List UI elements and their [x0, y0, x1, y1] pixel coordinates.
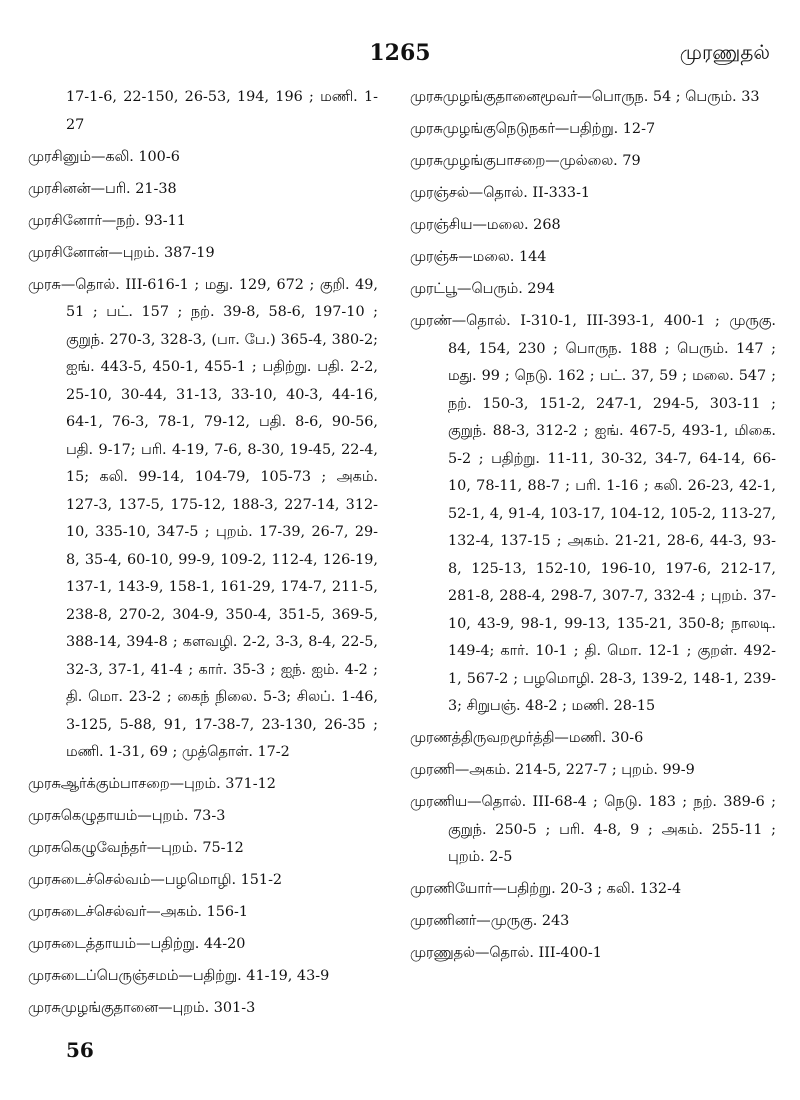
entry-dash: — [577, 89, 592, 105]
entry-headword: முரசுகெழுவேந்தர் [28, 840, 147, 856]
right-column [410, 84, 776, 972]
entry-headword: முரணுதல் [410, 945, 475, 961]
index-entry [28, 931, 378, 959]
index-entry [28, 835, 378, 863]
entry-dash: — [90, 148, 106, 165]
index-entry [28, 899, 378, 927]
entry-dash: — [474, 945, 490, 961]
index-entry [28, 995, 378, 1023]
entry-dash: — [169, 776, 185, 792]
entry-headword: முரசுமுழங்குதானைமூவர் [410, 89, 578, 105]
index-entry [410, 212, 776, 240]
entry-headword: முரணிய [410, 794, 468, 810]
entry-headword: முரசுடைச்செல்வம் [28, 872, 151, 888]
entry-references: கலி. 100-6 [105, 148, 180, 165]
entry-headword: முரசுஆர்க்கும்பாசறை [28, 776, 170, 792]
entry-headword: முரணி [410, 762, 455, 778]
entry-dash: — [472, 217, 487, 233]
entry-references: மலை. 144 [472, 249, 547, 265]
index-entry [410, 908, 776, 936]
entry-headword: முரசுமுழங்குபாசறை [410, 153, 546, 169]
entry-references: மலை. 268 [486, 217, 561, 233]
index-entry [28, 240, 378, 268]
index-entry [410, 180, 776, 208]
entry-headword: முரண் [410, 313, 452, 329]
entry-dash: — [146, 840, 162, 856]
index-entry [28, 272, 378, 767]
entry-references: தொல். III-400-1 [489, 945, 602, 961]
entry-dash: — [467, 794, 482, 810]
entry-references: பதிற்று. 20-3 ; கலி. 132-4 [506, 881, 682, 897]
index-entry [410, 84, 776, 112]
entry-headword: முரசுடைச்செல்வர் [28, 904, 147, 920]
entry-headword: முரசினும் [28, 148, 91, 165]
entry-headword: முரசு [28, 276, 61, 293]
entry-dash: — [468, 185, 484, 201]
entry-references: பழமொழி. 151-2 [164, 872, 283, 888]
entry-dash: — [136, 936, 151, 952]
entry-references: புறம். 73-3 [151, 808, 226, 824]
entry-references: அகம். 156-1 [160, 904, 249, 920]
index-entry [410, 148, 776, 176]
entry-references: பெரும். 294 [471, 281, 555, 297]
entry-dash: — [60, 276, 76, 293]
entry-references: தொல். II-333-1 [483, 185, 591, 201]
entry-dash: — [554, 730, 569, 746]
entry-references: பதிற்று. 41-19, 43-9 [192, 968, 330, 984]
entry-references: புறம். 387-19 [122, 244, 215, 261]
entry-headword: முரசுடைப்பெருஞ்சமம் [28, 968, 179, 984]
entry-dash: — [451, 313, 467, 329]
index-entry [28, 803, 378, 831]
entry-references: புறம். 301-3 [172, 1000, 256, 1016]
entry-headword: முரசினோர் [28, 212, 102, 229]
index-entry [410, 725, 776, 753]
entry-references: முருகு. 243 [490, 913, 570, 929]
index-entry [28, 963, 378, 991]
entry-dash: — [90, 180, 105, 197]
entry-headword: முரசினன் [28, 180, 91, 197]
index-entry [410, 276, 776, 304]
entry-headword: முரசுமுழங்குதானை [28, 1000, 159, 1016]
entry-headword: முரட்பூ [410, 281, 458, 297]
index-entry [410, 757, 776, 785]
entry-references: பதிற்று. 12-7 [569, 121, 656, 137]
entry-headword: முரணினர் [410, 913, 477, 929]
entry-dash: — [108, 244, 123, 261]
entry-dash: — [101, 212, 117, 229]
index-entry [28, 176, 378, 204]
entry-dash: — [492, 881, 507, 897]
entry-headword: முரசுடைத்தாயம் [28, 936, 137, 952]
page-number: 1265 [369, 40, 431, 66]
entry-references: அகம். 214-5, 227-7 ; புறம். 99-9 [469, 762, 695, 778]
index-entry [410, 940, 776, 968]
index-entry [28, 144, 378, 172]
entry-references: பதிற்று. 44-20 [150, 936, 246, 952]
index-entry [28, 867, 378, 895]
entry-references: பொருந. 54 ; பெரும். 33 [591, 89, 760, 105]
entry-references: புறம். 75-12 [161, 840, 244, 856]
footer-page-marker: 56 [66, 1038, 94, 1062]
index-entry [410, 244, 776, 272]
entry-references: பரி. 21-38 [104, 180, 177, 197]
entry-references: 17-1-6, 22-150, 26-53, 194, 196 ; மணி. 1-27 [66, 89, 378, 133]
entry-references: முல்லை. 79 [559, 153, 641, 169]
entry-headword: முரணியோர் [410, 881, 493, 897]
entry-references: தொல். I-310-1, III-393-1, 400-1 ; முருகு. 84, 154, 230 ; பொருந. 188 ; பெரும். 147 ; மது. 99 ; நெடு. 162 ; பட். 37, 59 ; மலை. 547 ; நற். 150-3, 151-2, 247-1, 294-5, 303-11 ; குறுந். 88-3, 312-2 ; ஐங். 467-5, 493-1, மிகை. 5-2 ; பதிற்று. 11-11, 30-32, 34-7, 64-14, 66-10, 78-11, 88-7 ; பரி. 1-16 ; கலி. 26-23, 42-1, 52-1, 4, 91-4, 103-17, 104-12, 105-2, 113-27, 132-4, 137-15 ; அகம். 21-21, 28-6, 44-3, 93-8, 125-13, 152-10, 196-10, 197-6, 212-17, 281-8, 288-4, 298-7, 307-7, 332-4 ; புறம். 37-10, 43-9, 98-1, 99-13, 135-21, 350-8; நாலடி. 149-4; கார். 10-1 ; தி. மொ. 12-1 ; குறள். 492-1, 567-2 ; பழமொழி. 28-3, 139-2, 148-1, 239-3; சிறுபஞ். 48-2 ; மணி. 28-15 [448, 313, 776, 714]
index-entry [28, 84, 378, 139]
entry-references: புறம். 371-12 [184, 776, 276, 792]
index-entry [410, 116, 776, 144]
entry-dash: — [476, 913, 491, 929]
entry-dash: — [545, 153, 560, 169]
entry-dash: — [146, 904, 161, 920]
index-entry [28, 771, 378, 799]
index-entry [410, 876, 776, 904]
entry-headword: முரசுகெழுதாயம் [28, 808, 138, 824]
entry-dash: — [158, 1000, 173, 1016]
entry-headword: முரஞ்சிய [410, 217, 473, 233]
entry-references: மணி. 30-6 [568, 730, 644, 746]
entry-dash: — [458, 249, 473, 265]
entry-dash: — [457, 281, 472, 297]
entry-dash: — [454, 762, 470, 778]
entry-references: தொல். III-616-1 ; மது. 129, 672 ; குறி. 49, 51 ; பட். 157 ; நற். 39-8, 58-6, 197-10 ; குறுந். 270-3, 328-3, (பா. பே.) 365-4, 380-2; ஐங். 443-5, 450-1, 455-1 ; பதிற்று. பதி. 2-2, 25-10, 30-44, 31-13, 33-10, 40-3, 44-16, 64-1, 76-3, 78-1, 79-12, பதி. 8-6, 90-56, பதி. 9-17; பரி. 4-19, 7-6, 8-30, 19-45, 22-4, 15; கலி. 99-14, 104-79, 105-73 ; அகம். 127-3, 137-5, 175-12, 188-3, 227-14, 312-10, 335-10, 347-5 ; புறம். 17-39, 26-7, 29-8, 35-4, 60-10, 99-9, 109-2, 112-4, 126-19, 137-1, 143-9, 158-1, 161-29, 174-7, 211-5, 238-8, 270-2, 304-9, 350-4, 351-5, 369-5, 388-14, 394-8 ; களவழி. 2-2, 3-3, 8-4, 22-5, 32-3, 37-1, 41-4 ; கார். 35-3 ; ஐந். ஐம். 4-2 ; தி. மொ. 23-2 ; கைந் நிலை. 5-3; சிலப். 1-46, 3-125, 5-88, 91, 17-38-7, 23-130, 26-35 ; மணி. 1-31, 69 ; முத்தொள். 17-2 [66, 276, 378, 760]
entry-headword: முரசுமுழங்குநெடுநகர் [410, 121, 555, 137]
entry-headword: முரஞ்சல் [410, 185, 469, 201]
entry-references: நற். 93-11 [116, 212, 186, 229]
index-entry [28, 208, 378, 236]
entry-dash: — [554, 121, 570, 137]
entry-headword: முரசினோன் [28, 244, 109, 261]
left-column [28, 84, 378, 1027]
running-head: முரணுதல் [679, 40, 770, 64]
entry-headword: முரணத்திருவறமூர்த்தி [410, 730, 555, 746]
entry-dash: — [137, 808, 152, 824]
index-entry [410, 789, 776, 872]
entry-references: தொல். III-68-4 ; நெடு. 183 ; நற். 389-6 ; குறுந். 250-5 ; பரி. 4-8, 9 ; அகம். 255-11 ; புறம். 2-5 [448, 794, 776, 865]
entry-dash: — [178, 968, 193, 984]
entry-headword: முரஞ்சு [410, 249, 459, 265]
entry-dash: — [150, 872, 165, 888]
index-entry [410, 308, 776, 721]
